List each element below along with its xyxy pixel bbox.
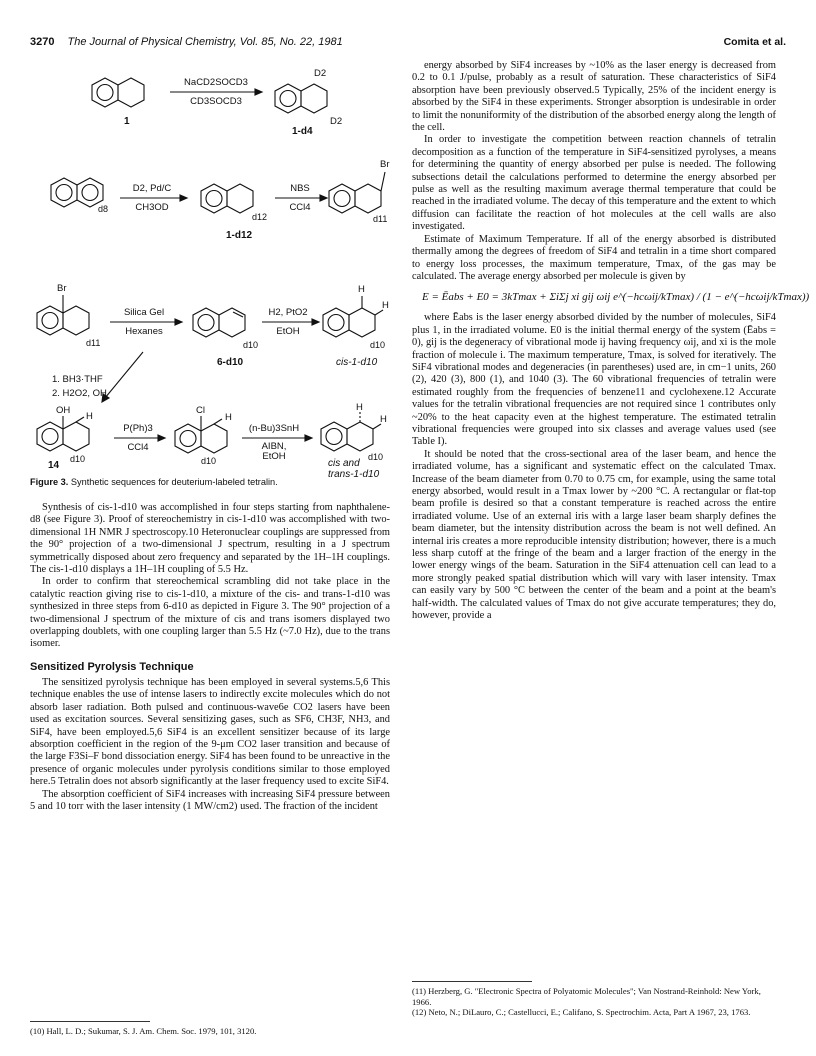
cis-trans-tetralin-d10-structure [321, 412, 381, 451]
label-br: Br [380, 159, 390, 170]
label-cl: Cl [196, 405, 205, 416]
compound-label: 6-d10 [217, 357, 244, 368]
right-column [412, 60, 810, 622]
tetralin-d12-structure [201, 184, 253, 213]
label-d2: D2 [330, 116, 343, 127]
compound-label: 1-d4 [292, 126, 313, 137]
paragraph: In order to investigate the competition between reaction channels of tetralin decomposition as a function of the temperature in SiF4-sensitized pyrolyses, a means for determining the quantity of energy absorbed per pulse is needed. The following subsections detail the calculations performed to determine the energy absorbed per pulse as well as the resulting maximum average thermal temperature that could be reached in the irradiated volume. The decay of this temperature and the extent to which diffusion can facilitate the reaction of hot molecules at the cell walls are also investigated. [412, 134, 776, 233]
reagent-label: CCl4 [127, 442, 149, 453]
paragraph: The sensitized pyrolysis technique has been employed in several systems.5,6 This technique enables the use of intense lasers to indirectly excite molecules which do not absorb laser radiation. Both pulsed and continuous-wave6e CO2 lasers have been used as excitation sources. Several sensitizing gases, such as SF6, CH3F, NH3, and SiF4, have been employed.5,6 SiF4 is an excellent sensitizer because of its large absorption coefficient in the region of the 9-μm CO2 laser transition and because of the large F3Si–F bond dissociation energy. SiF4 has been found to be unreactive in the presence of organic molecules under pyrolysis conditions similar to those employed here.5 Tetralin does not absorb significantly at the laser frequency used to excite SiF4. [30, 676, 390, 788]
label-h: H [86, 411, 93, 422]
paragraph: where Ēabs is the laser energy absorbed divided by the number of molecules, SiF4 plus 1, in the irradiated volume. E0 is the initial thermal energy of the system (Ēabs = 0), gij is the degeneracy of vibrational mode ij having frequency ωij, and xi is the mole fraction of molecule i. The maximum temperature, Tmax, is solved for iteratively. The SiF4 vibrational modes and degeneracies (in parentheses) used are, in cm−1 units, 260 (2), 420 (3), 800 (1), and 1040 (3). The 60 vibrational frequencies of tetralin were estimated roughly from the frequencies of benzene11 and cyclohexene.12 Accurate values for the tetralin vibrational frequencies are not required since 1 contributes only ~20% to the heat capacity even at the highest temperature. The estimated tetralin vibrational frequencies were grouped into six classes and average values used (see Table I). [412, 312, 776, 448]
label-h: H [225, 412, 232, 423]
reagent-label: AIBN, [261, 441, 287, 452]
bromotetralin-d11-structure-row3 [37, 295, 89, 335]
figure-3 [30, 60, 390, 480]
bromotetralin-d11-structure [329, 172, 385, 213]
label-d10: d10 [368, 452, 384, 462]
reagent-label: (n-Bu)3SnH [248, 423, 300, 434]
label-d10: d10 [370, 340, 386, 350]
product-label-line1: cis and [328, 458, 360, 469]
reagent-label: D2, Pd/C [132, 183, 172, 194]
label-d12: d12 [252, 212, 268, 222]
caption-text: Synthetic sequences for deuterium-labeled tetralin. [70, 477, 278, 487]
cis-tetralin-d10-structure [323, 296, 383, 337]
paragraph: The absorption coefficient of SiF4 increases with increasing SiF4 pressure between 5 and 10 torr with the laser intensity (1 MW/cm2) used. The fraction of the incident [30, 788, 390, 812]
page-number: 3270 [30, 36, 55, 48]
compound-label: 1-d12 [226, 230, 253, 241]
reaction-scheme [30, 60, 390, 470]
reagent-label: CCl4 [289, 202, 311, 213]
page-header [30, 36, 786, 52]
equation: E = Ēabs + E0 = 3kTmax + ΣiΣj xi gij ωij e^(−hcωij/kTmax) / (1 − e^(−hcωij/kTmax)) [422, 291, 810, 304]
paragraph: In order to confirm that stereochemical scrambling did not take place in the catalytic reaction giving rise to cis-1-d10, a mixture of the cis- and trans-1-d10 was synthesized in three steps from 6-d10 as depicted in Figure 3. The 90° projection of a two-dimensional J spectrum of the mixture of cis and trans isomers displayed two overlapping doublets, with one coupling larger than 5.5 Hz (~7.0 Hz), due to the trans isomer. [30, 576, 390, 650]
reagent-label: CH3OD [135, 202, 169, 213]
label-d10: d10 [70, 454, 86, 464]
running-authors: Comita et al. [723, 36, 786, 48]
naphthalene-d8-structure [51, 178, 103, 207]
label-d10: d10 [243, 340, 259, 350]
reagent-label: 1. BH3·THF [52, 374, 103, 385]
reagent-label: CD3SOCD3 [190, 96, 242, 107]
footnote-rule [30, 1021, 150, 1022]
reagent-label: Hexanes [125, 326, 163, 337]
label-d8: d8 [98, 204, 109, 214]
paragraph: energy absorbed by SiF4 increases by ~10% as the laser energy is decreased from 0.2 to 0.1 J/pulse, probably as a result of saturation. These characteristics of SiF4 absorption have been previously observed.5 Typically, 25% of the incident energy is absorbed by the SiF4 in these experiments. Stronger absorption is undesirable in order to limit the nonuniformity of the distribution of the absorbed energy along the length of the cell. [412, 60, 776, 134]
tetralin-1d4-structure [275, 84, 327, 113]
footnote: (11) Herzberg, G. "Electronic Spectra of Polyatomic Molecules"; Van Nostrand-Reinhold: New York, 1966. [412, 986, 761, 1007]
product-label-line2: trans-1-d10 [328, 469, 380, 480]
footnote: (10) Hall, L. D.; Sukumar, S. J. Am. Chem. Soc. 1979, 101, 3120. [30, 1026, 257, 1036]
reagent-label: EtOH [262, 451, 286, 462]
right-footnotes [412, 975, 776, 1018]
paragraph: It should be noted that the cross-sectional area of the laser beam, and hence the irradiated volume, has a significant and systematic effect on the calculated Tmax. Increase of the beam diameter from 0.70 to 0.75 cm, for example, using the same total energy absorbed, would result in a Tmax lower by ~200 °C. A rectangular or flat-top beam profile is desired so that a constant temperature is reached across the entire irradiated volume. Use of an external iris with a large laser beam sharply defines the beam diameter, but the intensity distribution across the beam is not well defined. An internal iris creates a more reproducible intensity distribution; however, there is a much less sharp cutoff at the fringe of the beam and a larger fraction of the energy in the lower energy wings of the beam. Saturation in the SiF4 attenuation cell can lead to a more strongly peaked spatial distribution which will vary with laser intensity. Tmax can easily vary by 500 °C between the center of the beam and a point at the beam's half-width. The calculated values of Tmax do not give accurate temperatures; they do, however, provide a [412, 448, 776, 622]
reagent-label: NaCD2SOCD3 [184, 77, 248, 88]
label-h: H [358, 284, 365, 295]
left-column [30, 60, 390, 813]
left-body [30, 502, 390, 813]
reagent-label: 2. H2O2, OH [52, 388, 107, 399]
dihydronaphthalene-d10-structure [193, 308, 245, 337]
section-heading: Sensitized Pyrolysis Technique [30, 660, 194, 673]
tetralol-d10-structure [37, 416, 89, 451]
label-br: Br [57, 283, 67, 294]
label-h: H [380, 414, 387, 425]
label-oh: OH [56, 405, 71, 416]
left-footnotes [30, 1015, 390, 1037]
label-d11: d11 [86, 338, 101, 348]
footnote-rule [412, 981, 532, 982]
footnote: (12) Neto, N.; DiLauro, C.; Castellucci, E.; Califano, S. Spectrochim. Acta, Part A 1967, 23, 1763. [412, 1007, 751, 1017]
reaction-arrow-diagonal [105, 352, 143, 398]
reagent-label: Silica Gel [123, 307, 165, 318]
compound-label: cis-1-d10 [336, 357, 378, 368]
chlorotetralin-d10-structure [175, 416, 227, 453]
label-d2: D2 [314, 68, 327, 79]
compound-label: 1 [124, 116, 130, 127]
product-label [328, 458, 379, 480]
paragraph: Synthesis of cis-1-d10 was accomplished in four steps starting from naphthalene-d8 (see Figure 3). Proof of stereochemistry in cis-1-d10 was accomplished with two-dimensional 1H NMR J spectroscopy.10 Heteronuclear couplings are suppressed from the 90° projection of a two-dimensional J spectrum, resulting in a J spectrum symmetrically disposed about zero frequency and separated by the 1H–1H couplings. The cis-1-d10 displays a 1H–1H coupling of 5.5 Hz. [30, 502, 390, 576]
reagent-label: P(Ph)3 [123, 423, 153, 434]
paragraph: Estimate of Maximum Temperature. If all of the energy absorbed is distributed thermally among the degrees of freedom of SiF4 and tetralin in a time short compared to energy loss processes, the maximum temperature, Tmax, of the gas may be calculated. The average energy absorbed per molecule is given by [412, 233, 776, 282]
label-h: H [356, 402, 363, 413]
journal-citation: The Journal of Physical Chemistry, Vol. 85, No. 22, 1981 [67, 36, 343, 48]
label-h: H [382, 300, 389, 311]
label-d10: d10 [201, 456, 217, 466]
reagent-label: H2, PtO2 [268, 307, 308, 318]
reagent-label: NBS [290, 183, 310, 194]
reagent-label: EtOH [276, 326, 300, 337]
label-d11: d11 [373, 214, 388, 224]
compound-label: 14 [48, 460, 60, 470]
tetralin-1-structure [92, 78, 144, 107]
caption-label: Figure 3. [30, 477, 69, 487]
